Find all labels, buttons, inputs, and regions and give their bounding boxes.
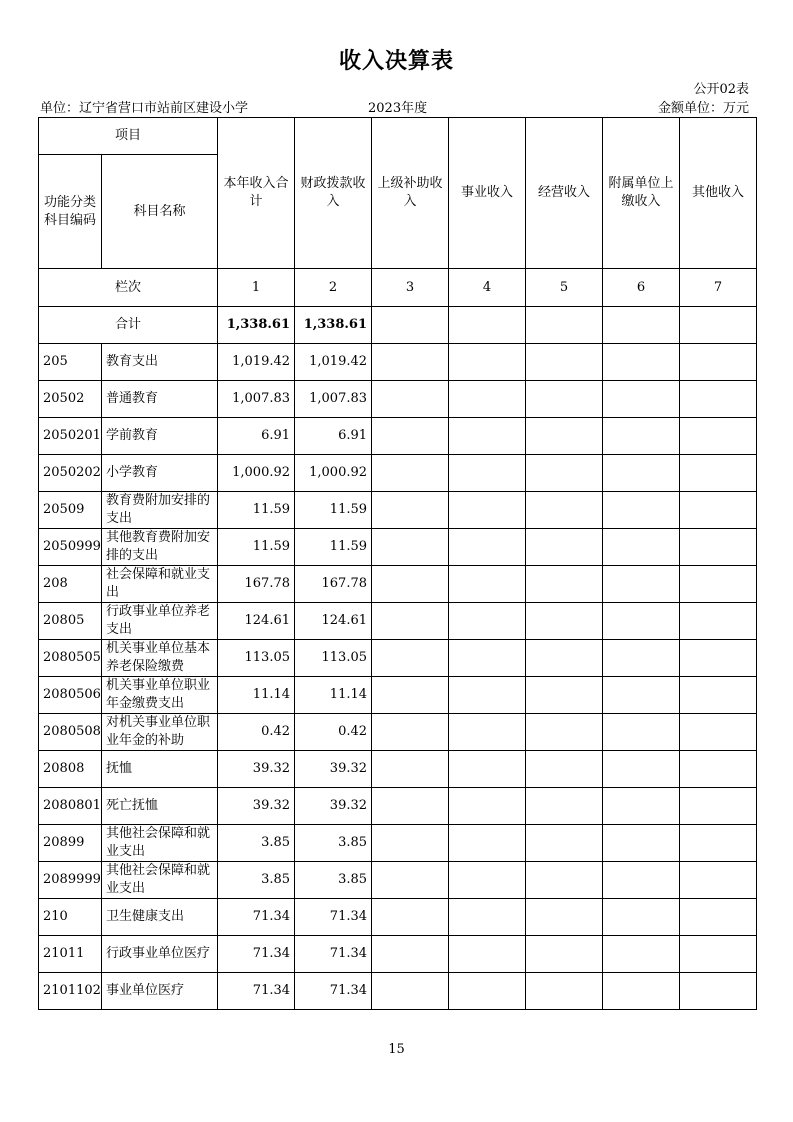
total-income-value: 1,338.61 [218,307,295,344]
header-other: 其他收入 [680,118,757,269]
upper-subsidy-cell [372,418,449,455]
other-cell [680,825,757,862]
total-income-cell: 124.61 [218,603,295,640]
code-cell: 21011 [39,936,102,973]
affiliated-cell [603,751,680,788]
upper-subsidy-cell [372,751,449,788]
table-row [39,862,757,899]
operating-cell [526,936,603,973]
subject-name-cell: 事业单位医疗 [102,973,218,1010]
operating-cell [526,788,603,825]
affiliated-cell [603,825,680,862]
business-cell [449,418,526,455]
operating-cell [526,640,603,677]
fiscal-cell: 1,019.42 [295,344,372,381]
business-cell [449,640,526,677]
code-cell: 2089999 [39,862,102,899]
other-cell [680,455,757,492]
subject-name-cell: 死亡抚恤 [102,788,218,825]
subject-name-cell: 机关事业单位职业年金缴费支出 [102,677,218,714]
business-cell [449,566,526,603]
fiscal-cell: 3.85 [295,825,372,862]
header-fiscal: 财政拨款收入 [295,118,372,269]
affiliated-cell [603,677,680,714]
code-cell: 20509 [39,492,102,529]
other-cell [680,566,757,603]
total-income-cell: 71.34 [218,899,295,936]
business-cell [449,677,526,714]
upper-subsidy-cell [372,714,449,751]
table-row [39,640,757,677]
col-num: 4 [449,269,526,307]
affiliated-cell [603,529,680,566]
page-title: 收入决算表 [338,49,454,74]
table-row [39,899,757,936]
total-income-cell: 1,000.92 [218,455,295,492]
col-num: 7 [680,269,757,307]
fiscal-cell: 71.34 [295,973,372,1010]
table-row [39,788,757,825]
business-cell [449,603,526,640]
subject-name-cell: 对机关事业单位职业年金的补助 [102,714,218,751]
affiliated-cell [603,862,680,899]
subject-name-cell: 行政事业单位养老支出 [102,603,218,640]
fiscal-cell: 1,000.92 [295,455,372,492]
other-cell [680,973,757,1010]
table-row [39,455,757,492]
other-cell [680,344,757,381]
code-cell: 2050999 [39,529,102,566]
upper-subsidy-cell [372,899,449,936]
business-cell [449,529,526,566]
code-cell: 210 [39,899,102,936]
business-cell [449,862,526,899]
subject-name-cell: 社会保障和就业支出 [102,566,218,603]
business-cell [449,381,526,418]
table-row [39,492,757,529]
table-row [39,381,757,418]
fiscal-cell: 11.14 [295,677,372,714]
subject-name-cell: 行政事业单位医疗 [102,936,218,973]
affiliated-cell [603,492,680,529]
other-cell [680,381,757,418]
operating-cell [526,492,603,529]
operating-cell [526,455,603,492]
fiscal-cell: 3.85 [295,862,372,899]
total-income-cell: 11.59 [218,529,295,566]
upper-subsidy-cell [372,640,449,677]
total-income-cell: 1,019.42 [218,344,295,381]
upper-subsidy-cell [372,862,449,899]
other-cell [680,492,757,529]
table-row [39,825,757,862]
total-income-cell: 167.78 [218,566,295,603]
upper-subsidy-cell [372,825,449,862]
col-num: 3 [372,269,449,307]
affiliated-cell [603,455,680,492]
other-cell [680,418,757,455]
header-item: 项目 [39,118,218,155]
header-row-order: 栏次 [39,269,218,307]
other-cell [680,899,757,936]
subject-name-cell: 其他社会保障和就业支出 [102,862,218,899]
affiliated-cell [603,566,680,603]
upper-subsidy-cell [372,566,449,603]
total-income-cell: 6.91 [218,418,295,455]
operating-cell [526,603,603,640]
total-income-cell: 11.59 [218,492,295,529]
operating-cell [526,899,603,936]
code-cell: 2050201 [39,418,102,455]
affiliated-cell [603,714,680,751]
total-income-cell: 3.85 [218,825,295,862]
subject-name-cell: 教育费附加安排的支出 [102,492,218,529]
operating-cell [526,529,603,566]
col-num: 5 [526,269,603,307]
business-cell [449,344,526,381]
col-num: 2 [295,269,372,307]
code-cell: 2080506 [39,677,102,714]
code-cell: 2080508 [39,714,102,751]
operating-cell [526,566,603,603]
total-income-cell: 71.34 [218,973,295,1010]
other-cell [680,751,757,788]
table-row [39,973,757,1010]
table-row [39,677,757,714]
table-row [39,529,757,566]
table-row [39,936,757,973]
income-table [38,117,757,1010]
operating-cell [526,418,603,455]
upper-subsidy-cell [372,492,449,529]
fiscal-cell: 113.05 [295,640,372,677]
affiliated-cell [603,344,680,381]
upper-subsidy-cell [372,381,449,418]
upper-subsidy-cell [372,788,449,825]
fiscal-cell: 71.34 [295,899,372,936]
subject-name-cell: 其他教育费附加安排的支出 [102,529,218,566]
operating-cell [526,825,603,862]
business-cell [449,973,526,1010]
form-code: 公开02表 [693,82,749,97]
total-income-cell: 113.05 [218,640,295,677]
subject-name-cell: 抚恤 [102,751,218,788]
fiscal-cell: 124.61 [295,603,372,640]
table-body [39,118,757,1010]
code-cell: 20899 [39,825,102,862]
subject-name-cell: 卫生健康支出 [102,899,218,936]
col-num: 1 [218,269,295,307]
header-business: 事业收入 [449,118,526,269]
header-affiliated: 附属单位上缴收入 [603,118,680,269]
header-func-code: 功能分类科目编码 [39,155,102,269]
subject-name-cell: 其他社会保障和就业支出 [102,825,218,862]
fiscal-cell: 167.78 [295,566,372,603]
affiliated-cell [603,973,680,1010]
table-row [39,751,757,788]
page-number: 15 [388,1042,405,1057]
fiscal-cell: 0.42 [295,714,372,751]
year-label: 2023年度 [368,101,428,116]
code-cell: 2101102 [39,973,102,1010]
unit-label: 单位：辽宁省营口市站前区建设小学 [40,101,249,116]
fiscal-cell: 6.91 [295,418,372,455]
total-fiscal-value: 1,338.61 [295,307,372,344]
total-income-cell: 3.85 [218,862,295,899]
affiliated-cell [603,603,680,640]
affiliated-cell [603,381,680,418]
total-income-cell: 39.32 [218,751,295,788]
table-row [39,418,757,455]
other-cell [680,788,757,825]
fiscal-cell: 11.59 [295,529,372,566]
other-cell [680,936,757,973]
business-cell [449,751,526,788]
total-income-cell: 39.32 [218,788,295,825]
subject-name-cell: 机关事业单位基本养老保险缴费 [102,640,218,677]
business-cell [449,788,526,825]
fiscal-cell: 11.59 [295,492,372,529]
operating-cell [526,344,603,381]
table-row [39,344,757,381]
operating-cell [526,714,603,751]
header-total-income: 本年收入合计 [218,118,295,269]
subject-name-cell: 教育支出 [102,344,218,381]
code-cell: 2050202 [39,455,102,492]
total-row [39,307,757,344]
fiscal-cell: 39.32 [295,788,372,825]
fiscal-cell: 71.34 [295,936,372,973]
other-cell [680,640,757,677]
business-cell [449,714,526,751]
business-cell [449,492,526,529]
total-income-cell: 0.42 [218,714,295,751]
code-cell: 208 [39,566,102,603]
total-income-cell: 1,007.83 [218,381,295,418]
affiliated-cell [603,936,680,973]
amount-unit-label: 金额单位：万元 [657,101,749,116]
subject-name-cell: 学前教育 [102,418,218,455]
other-cell [680,714,757,751]
operating-cell [526,381,603,418]
code-cell: 2080801 [39,788,102,825]
upper-subsidy-cell [372,973,449,1010]
header-upper-subsidy: 上级补助收入 [372,118,449,269]
code-cell: 20502 [39,381,102,418]
business-cell [449,825,526,862]
upper-subsidy-cell [372,344,449,381]
table-row [39,566,757,603]
code-cell: 205 [39,344,102,381]
subject-name-cell: 小学教育 [102,455,218,492]
total-income-cell: 11.14 [218,677,295,714]
affiliated-cell [603,640,680,677]
operating-cell [526,973,603,1010]
other-cell [680,529,757,566]
operating-cell [526,862,603,899]
affiliated-cell [603,418,680,455]
total-label: 合计 [39,307,218,344]
header-operating: 经营收入 [526,118,603,269]
other-cell [680,677,757,714]
code-cell: 2080505 [39,640,102,677]
business-cell [449,936,526,973]
upper-subsidy-cell [372,936,449,973]
subject-name-cell: 普通教育 [102,381,218,418]
fiscal-cell: 39.32 [295,751,372,788]
upper-subsidy-cell [372,603,449,640]
header-subject-name: 科目名称 [102,155,218,269]
table-row [39,714,757,751]
code-cell: 20808 [39,751,102,788]
other-cell [680,862,757,899]
other-cell [680,603,757,640]
col-num: 6 [603,269,680,307]
operating-cell [526,751,603,788]
upper-subsidy-cell [372,455,449,492]
business-cell [449,455,526,492]
upper-subsidy-cell [372,529,449,566]
operating-cell [526,677,603,714]
code-cell: 20805 [39,603,102,640]
business-cell [449,899,526,936]
affiliated-cell [603,788,680,825]
table-row [39,603,757,640]
total-income-cell: 71.34 [218,936,295,973]
fiscal-cell: 1,007.83 [295,381,372,418]
upper-subsidy-cell [372,677,449,714]
affiliated-cell [603,899,680,936]
